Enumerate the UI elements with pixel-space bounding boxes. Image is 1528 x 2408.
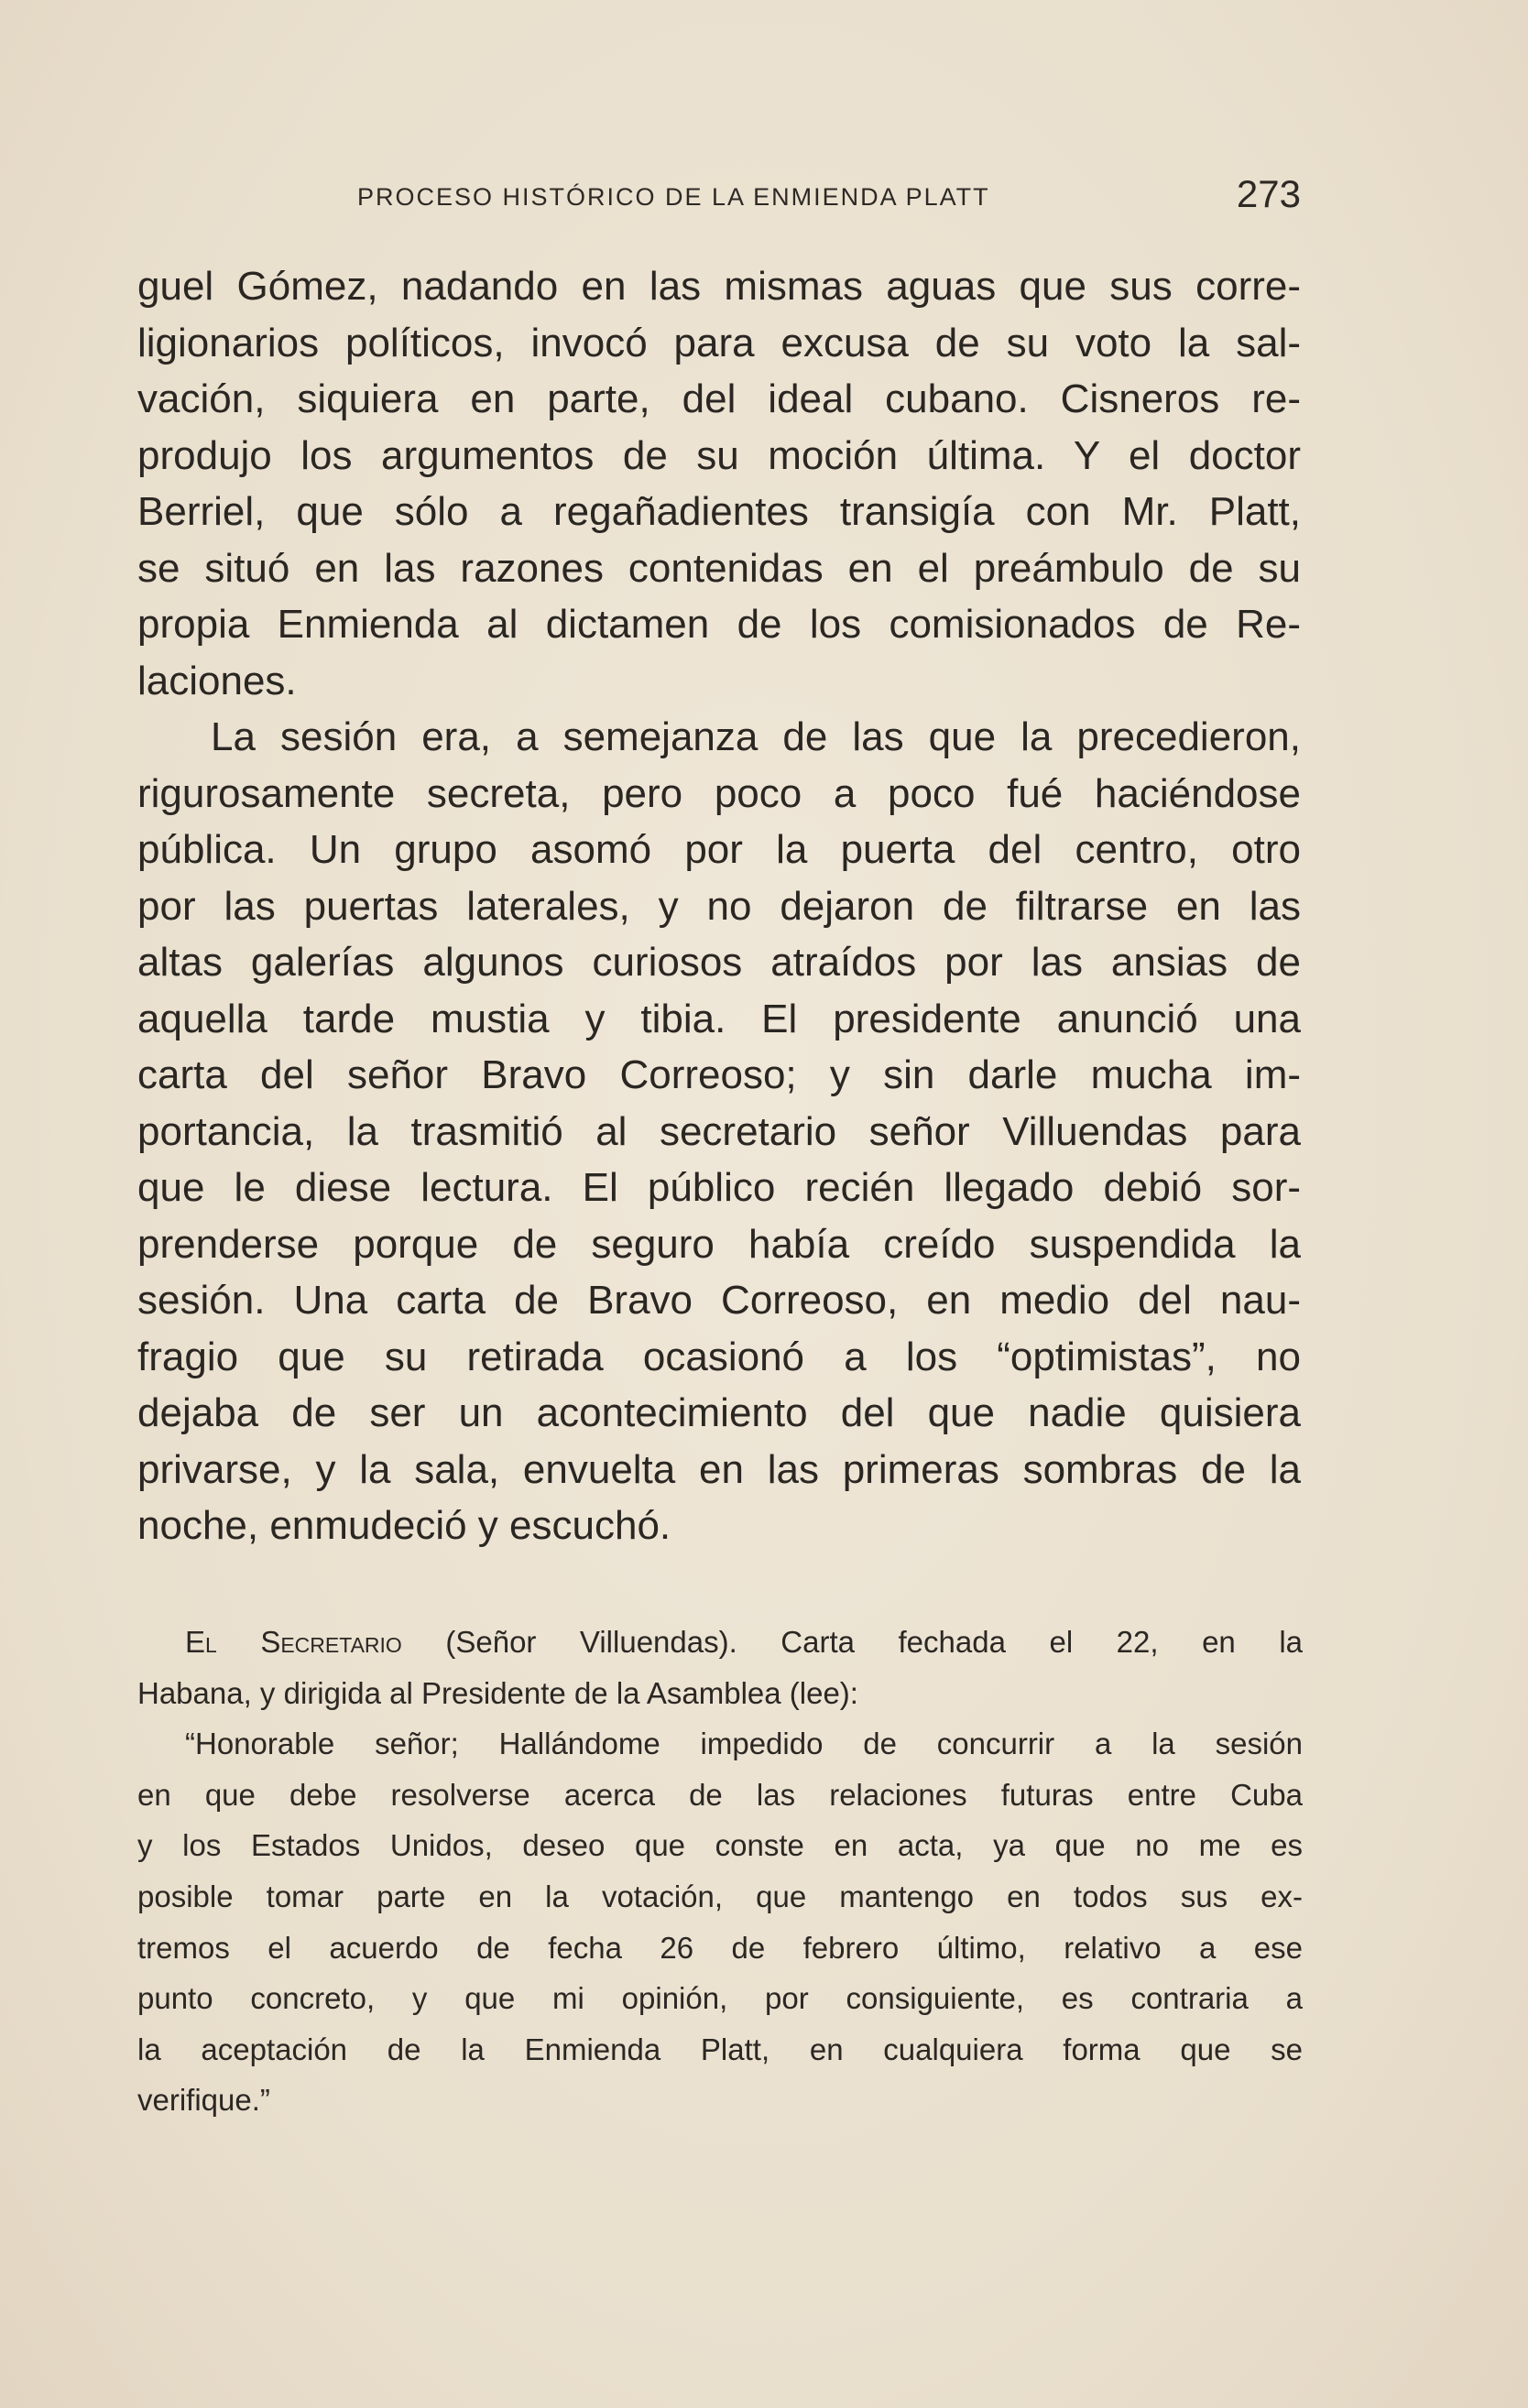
- quote-line: posible tomar parte en la votación, que mantengo en todos sus ex-: [137, 1879, 1303, 1913]
- quote-line: verifique.”: [137, 2083, 270, 2118]
- text-line: guel Gómez, nadando en las mismas aguas que sus corre-: [137, 264, 1301, 309]
- text-line: fragio que su retirada ocasionó a los “optimistas”, no: [137, 1334, 1301, 1379]
- text-line: sesión. Una carta de Bravo Correoso, en medio del nau-: [137, 1278, 1301, 1323]
- text-line: por las puertas laterales, y no dejaron de filtrarse en las: [137, 883, 1301, 929]
- quote-line: tremos el acuerdo de fecha 26 de febrero último, relativo a ese: [137, 1930, 1303, 1965]
- quote-line: la aceptación de la Enmienda Platt, en cualquiera forma que se: [137, 2032, 1303, 2066]
- text-line: rigurosamente secreta, pero poco a poco fué haciéndose: [137, 770, 1301, 816]
- text-line: aquella tarde mustia y tibia. El presidente anunció una: [137, 996, 1301, 1041]
- text-line: privarse, y la sala, envuelta en las primeras sombras de la: [137, 1446, 1301, 1492]
- quote-line-text: (Señor Villuendas). Carta fechada el 22, en la: [445, 1625, 1303, 1659]
- text-line: noche, enmudeció y escuchó.: [137, 1503, 671, 1548]
- text-line: altas galerías algunos curiosos atraídos por las ansias de: [137, 940, 1301, 985]
- quote-line: “Honorable señor; Hallándome impedido de concurrir a la sesión: [185, 1727, 1303, 1761]
- text-line: vación, siquiera en parte, del ideal cubano. Cisneros re-: [137, 376, 1301, 421]
- page-header: [137, 172, 1301, 223]
- text-line: Berriel, que sólo a regañadientes transigía con Mr. Platt,: [137, 489, 1301, 534]
- body-text: [137, 258, 1301, 1554]
- quote-line: punto concreto, y que mi opinión, por consiguiente, es contraria a: [137, 1981, 1303, 2016]
- text-line: carta del señor Bravo Correoso; y sin darle mucha im-: [137, 1052, 1301, 1097]
- quoted-letter: [137, 1617, 1303, 2126]
- quote-line: [137, 1617, 1303, 1668]
- text-line: portancia, la trasmitió al secretario señor Villuendas para: [137, 1108, 1301, 1154]
- quote-line: Habana, y dirigida al Presidente de la Asamblea (lee):: [137, 1675, 858, 1710]
- speaker-name: El Secretario: [185, 1625, 402, 1659]
- text-line: produjo los argumentos de su moción última. Y el doctor: [137, 432, 1301, 478]
- text-line: La sesión era, a semejanza de las que la precedieron,: [211, 714, 1301, 759]
- text-line: que le diese lectura. El público recién llegado debió sor-: [137, 1165, 1301, 1210]
- text-line: dejaba de ser un acontecimiento del que nadie quisiera: [137, 1390, 1301, 1435]
- running-title: PROCESO HISTÓRICO DE LA ENMIENDA PLATT: [357, 183, 990, 211]
- text-line: ligionarios políticos, invocó para excusa de su voto la sal-: [137, 320, 1301, 365]
- text-line: propia Enmienda al dictamen de los comisionados de Re-: [137, 602, 1301, 647]
- page-number: 273: [1236, 172, 1301, 215]
- text-line: prenderse porque de seguro había creído suspendida la: [137, 1221, 1301, 1267]
- quote-line: en que debe resolverse acerca de las relaciones futuras entre Cuba: [137, 1777, 1303, 1812]
- quote-line: y los Estados Unidos, deseo que conste en acta, ya que no me es: [137, 1828, 1303, 1863]
- text-line: pública. Un grupo asomó por la puerta del centro, otro: [137, 827, 1301, 872]
- text-line: laciones.: [137, 658, 297, 703]
- text-line: se situó en las razones contenidas en el preámbulo de su: [137, 545, 1301, 591]
